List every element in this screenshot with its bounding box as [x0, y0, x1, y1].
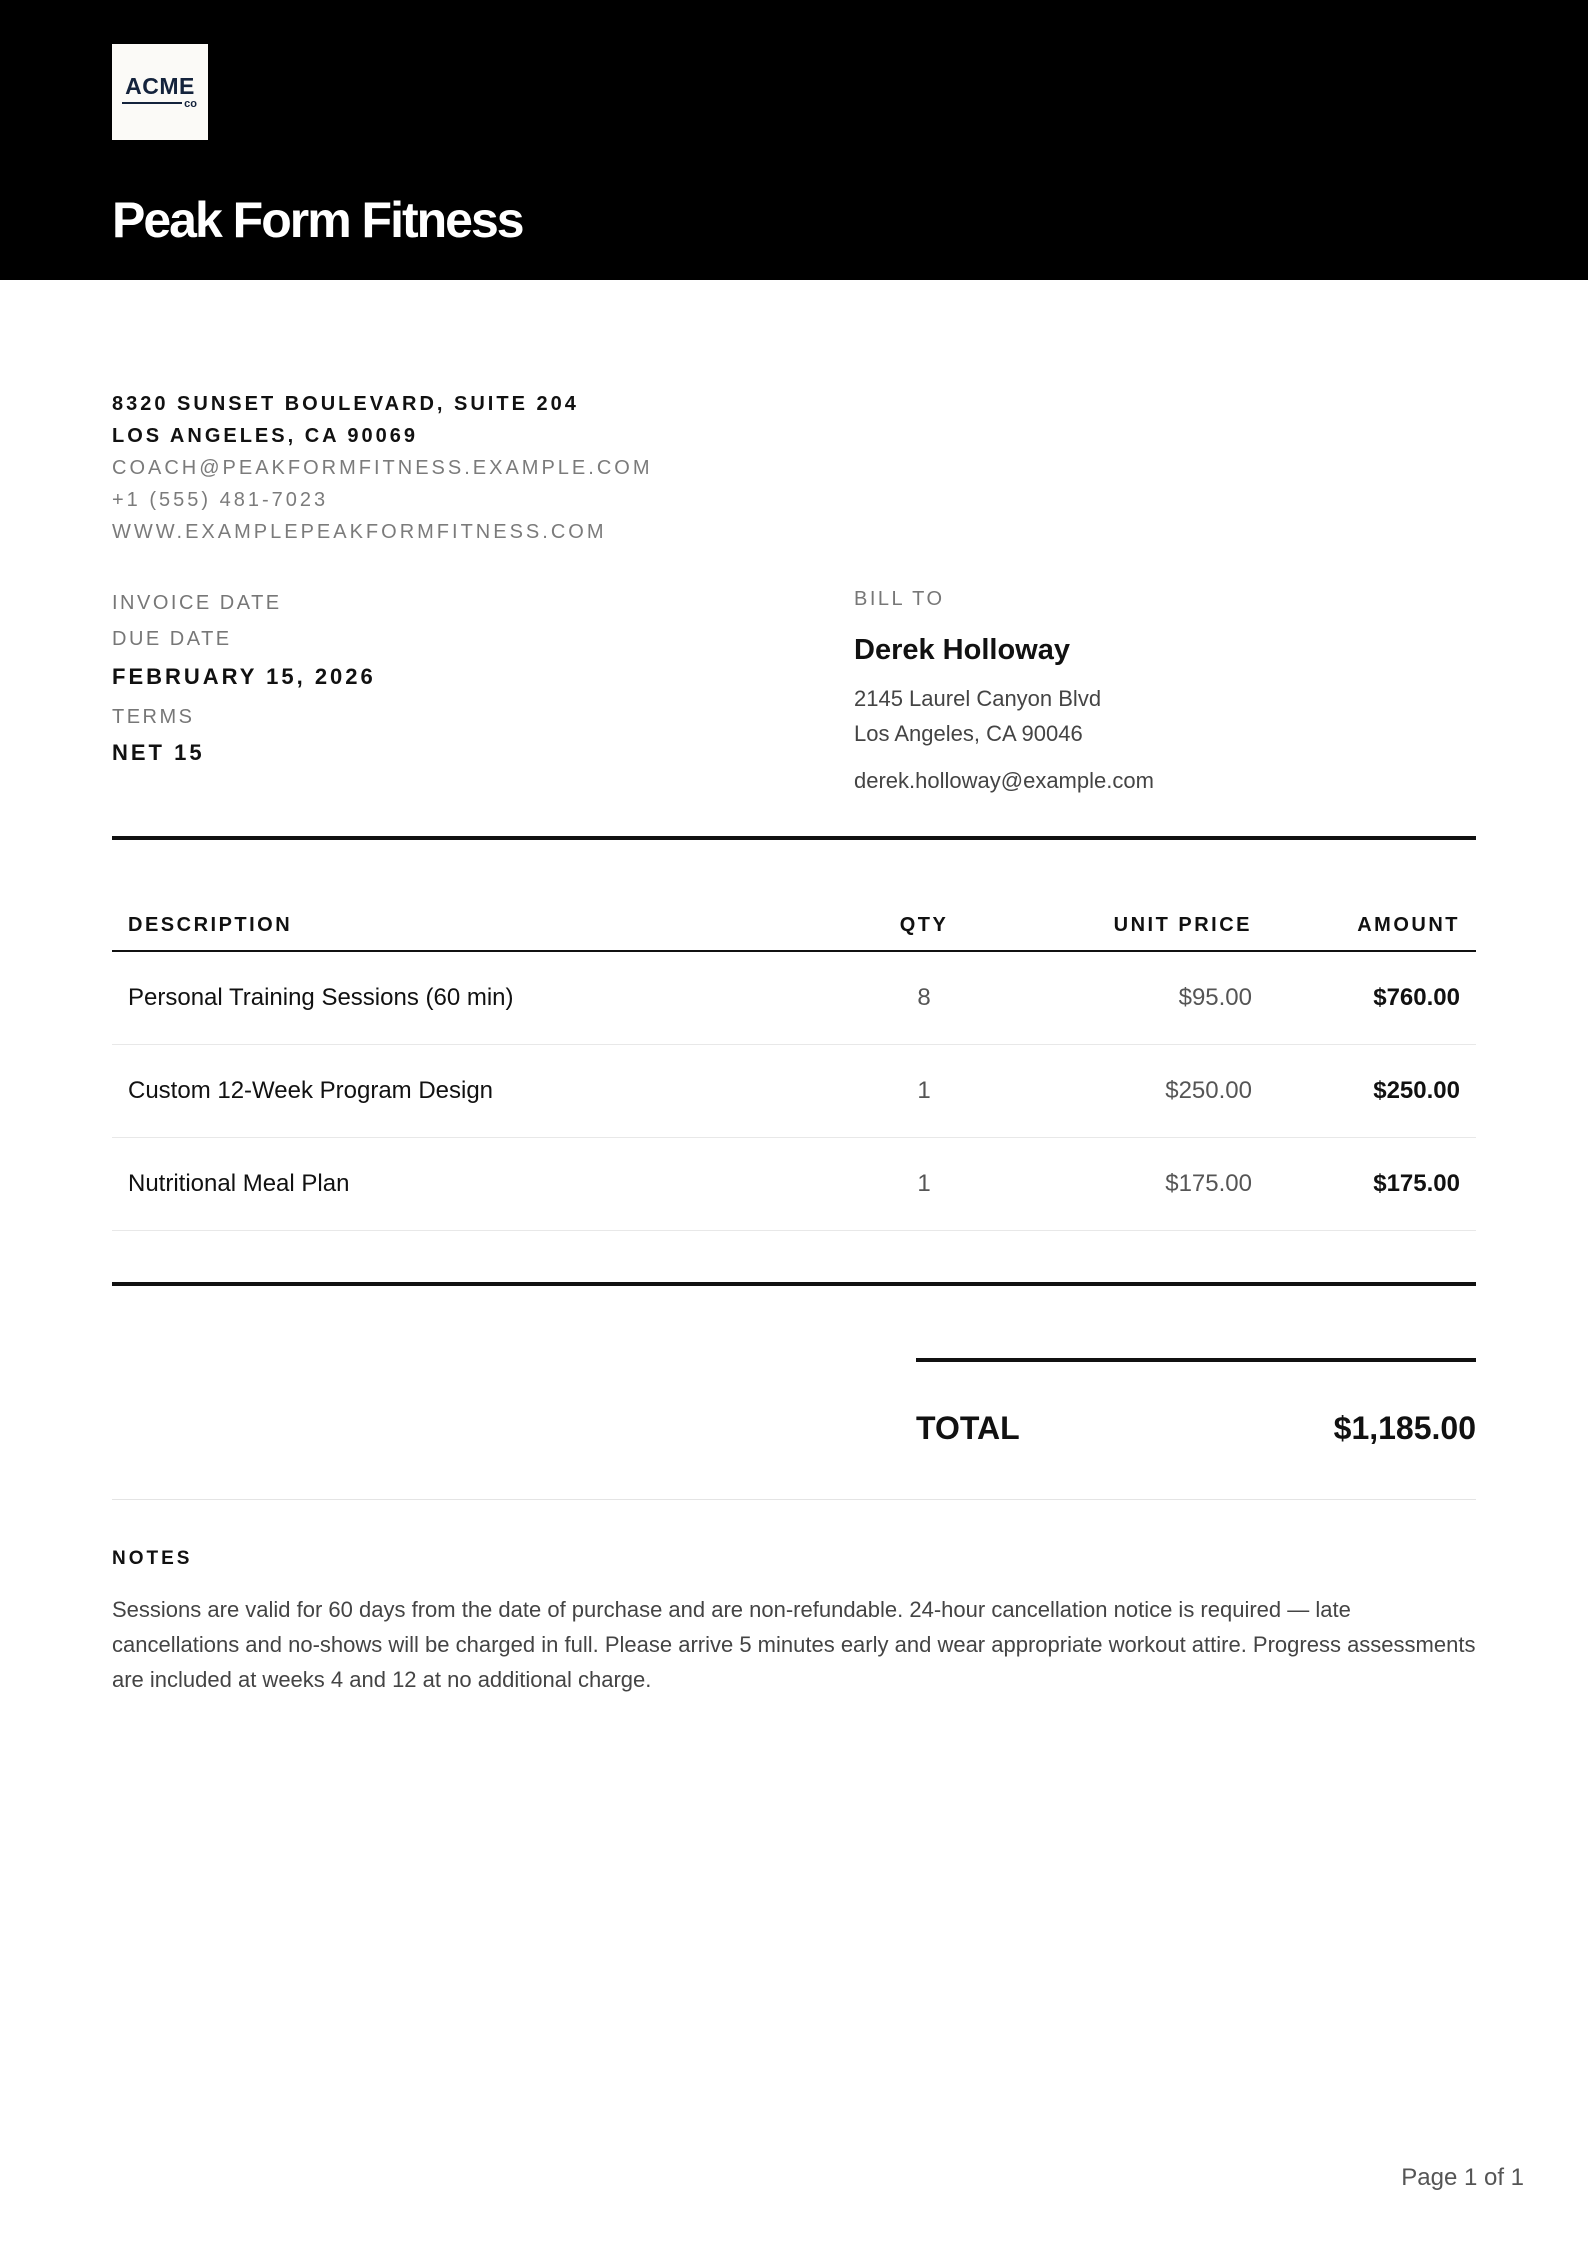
due-date-value: FEBRUARY 15, 2026: [112, 664, 376, 689]
company-logo: [112, 44, 208, 140]
table-bottom-rule: [112, 1282, 1476, 1286]
row-unit-price: $175.00: [1016, 1138, 1268, 1231]
company-address-line2: LOS ANGELES, CA 90069: [112, 425, 419, 447]
client-address-line2: Los Angeles, CA 90046: [854, 721, 1083, 746]
row-qty: 1: [832, 1138, 1016, 1231]
line-items-table: [112, 900, 1476, 1231]
terms-value: NET 15: [112, 740, 205, 765]
row-qty: 8: [832, 951, 1016, 1045]
notes-label: NOTES: [112, 1548, 193, 1569]
table-row: [112, 1138, 1476, 1231]
row-description: Custom 12-Week Program Design: [112, 1045, 832, 1138]
row-unit-price: $250.00: [1016, 1045, 1268, 1138]
row-qty: 1: [832, 1045, 1016, 1138]
page-number: Page 1 of 1: [1401, 2164, 1524, 2191]
header-unit-price: UNIT PRICE: [1016, 900, 1268, 951]
invoice-date-label: INVOICE DATE: [112, 592, 282, 614]
total-label: TOTAL: [916, 1410, 1020, 1446]
bill-to-label: BILL TO: [854, 588, 945, 610]
table-row: [112, 951, 1476, 1045]
header-amount: AMOUNT: [1268, 900, 1476, 951]
company-email: COACH@PEAKFORMFITNESS.EXAMPLE.COM: [112, 457, 653, 479]
logo-subtext: co: [184, 98, 197, 110]
total-value: $1,185.00: [1333, 1410, 1476, 1446]
table-header-row: [112, 900, 1476, 951]
invoice-header: [0, 0, 1588, 280]
client-address-line1: 2145 Laurel Canyon Blvd: [854, 686, 1102, 711]
client-name: Derek Holloway: [854, 634, 1070, 666]
row-description: Personal Training Sessions (60 min): [112, 951, 832, 1045]
company-website: WWW.EXAMPLEPEAKFORMFITNESS.COM: [112, 521, 607, 543]
row-amount: $760.00: [1268, 951, 1476, 1045]
table-top-rule: [112, 836, 1476, 840]
company-name: Peak Form Fitness: [112, 192, 523, 248]
notes-divider: [112, 1499, 1476, 1500]
row-amount: $250.00: [1268, 1045, 1476, 1138]
company-contact-block: [112, 388, 652, 548]
row-unit-price: $95.00: [1016, 951, 1268, 1045]
logo-wordmark: ACME: [125, 73, 195, 99]
client-email: derek.holloway@example.com: [854, 768, 1154, 793]
company-phone: +1 (555) 481-7023: [112, 489, 329, 511]
terms-label: TERMS: [112, 706, 195, 728]
row-amount: $175.00: [1268, 1138, 1476, 1231]
header-qty: QTY: [832, 900, 1016, 951]
header-description: DESCRIPTION: [112, 900, 832, 951]
due-date-label: DUE DATE: [112, 628, 232, 650]
logo-rule: [122, 102, 182, 104]
notes-text: Sessions are valid for 60 days from the date of purchase and are non-refundable. 24-hour cancellation notice is required — late cancellations and no-shows will be charged in full. Please arrive 5 minutes early and wear appropriate workout attire. Progress assessments are included at weeks 4 and 12 at no additional charge.: [112, 1597, 1476, 1692]
total-rule: [916, 1358, 1476, 1362]
row-description: Nutritional Meal Plan: [112, 1138, 832, 1231]
company-address-line1: 8320 SUNSET BOULEVARD, SUITE 204: [112, 393, 579, 415]
table-row: [112, 1045, 1476, 1138]
